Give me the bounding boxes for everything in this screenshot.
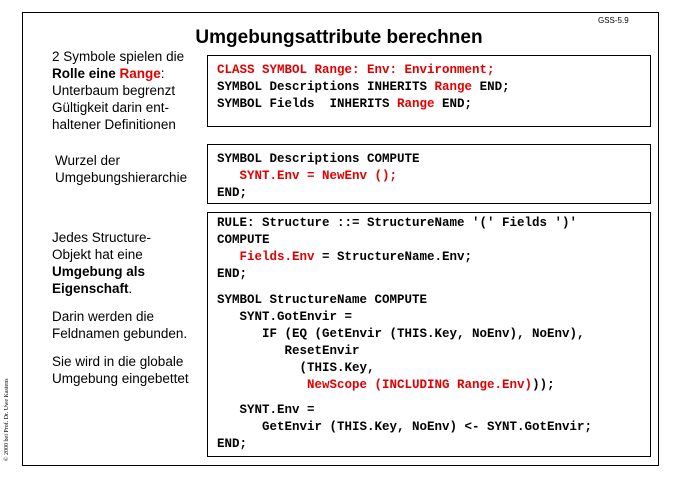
note-root: Wurzel der Umgebungshierarchie [55, 153, 188, 185]
note-field-names: Darin werden die Feldnamen gebunden. [52, 309, 188, 341]
copyright-note: © 2000 bei Prof. Dr. Uwe Kastens [4, 378, 10, 461]
code-block: RULE: Structure ::= StructureName '(' Fields ')' COMPUTE Fields.Env = StructureName.Env; END; [217, 216, 578, 281]
code-block: CLASS SYMBOL Range: Env: Environment; SYMBOL Descriptions INHERITS Range END; SYMBOL Fields INHERITS Range END; [217, 63, 510, 111]
code-block: SYNT.Env = GetEnvir (THIS.Key, NoEnv) <- SYNT.GotEnvir; END; [217, 403, 593, 451]
code-block: SYMBOL StructureName COMPUTE SYNT.GotEnvir = IF (EQ (GetEnvir (THIS.Key, NoEnv), NoEnv), ResetEnvir (THIS.Key, NewScope (INCLUDING Range.Env))); [217, 293, 585, 392]
note-range-symbols: 2 Symbole spielen die Rolle eine Range: Unterbaum begrenzt Gültigkeit darin ent- haltener Definitionen [52, 49, 185, 132]
note-structure-object: Jedes Structure- Objekt hat eine Umgebung als Eigenschaft. [52, 230, 152, 296]
code-box-descriptions [207, 144, 651, 204]
code-box-class-symbol [207, 55, 651, 127]
slide-id: GSS-5.9 [598, 16, 629, 25]
note-global-env: Sie wird in die globale Umgebung eingebettet [52, 354, 189, 386]
code-box-structure [207, 212, 651, 457]
page-title: Umgebungsattribute berechnen [195, 27, 483, 48]
code-block: SYMBOL Descriptions COMPUTE SYNT.Env = NewEnv (); END; [217, 152, 420, 200]
